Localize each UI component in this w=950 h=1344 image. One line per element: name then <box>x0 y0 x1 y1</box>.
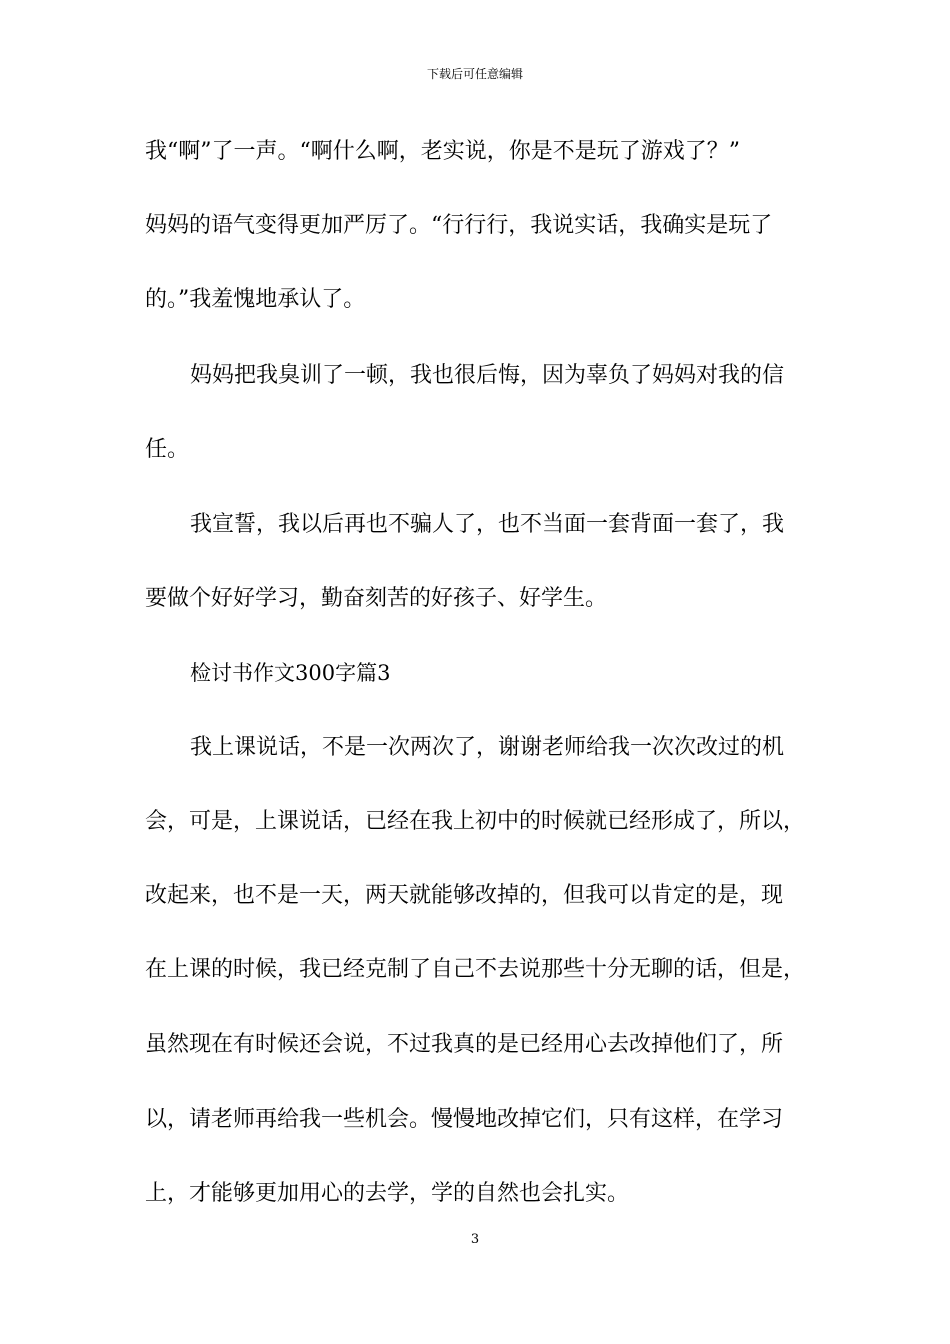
paragraph-4-line-4: 在上课的时候，我已经克制了自己不去说那些十分无聊的话，但是， <box>145 957 806 982</box>
page-header: 下载后可任意编辑 <box>426 67 523 81</box>
paragraph-3-line-1: 我宣誓，我以后再也不骗人了，也不当面一套背面一套了，我 <box>190 512 785 537</box>
paragraph-4-line-7: 上，才能够更加用心的去学，学的自然也会扎实。 <box>145 1181 630 1206</box>
paragraph-4-line-2: 会，可是，上课说话，已经在我上初中的时候就已经形成了，所以， <box>145 809 806 834</box>
page-number: 3 <box>470 1232 480 1247</box>
paragraph-2-line-1: 妈妈把我臭训了一顿，我也很后悔，因为辜负了妈妈对我的信 <box>190 363 785 388</box>
paragraph-4-line-1: 我上课说话，不是一次两次了，谢谢老师给我一次次改过的机 <box>190 735 785 760</box>
section-heading: 检讨书作文300字篇3 <box>190 661 391 685</box>
paragraph-4-line-3: 改起来，也不是一天，两天就能够改掉的，但我可以肯定的是，现 <box>145 883 784 908</box>
paragraph-1-line-1: 我“啊”了一声。“啊什么啊，老实说，你是不是玩了游戏了？” <box>145 139 740 164</box>
paragraph-2-line-2: 任。 <box>145 437 190 462</box>
paragraph-4-line-6: 以，请老师再给我一些机会。慢慢地改掉它们，只有这样，在学习 <box>145 1107 784 1132</box>
paragraph-1-line-2: 妈妈的语气变得更加严厉了。“行行行，我说实话，我确实是玩了 <box>145 213 773 238</box>
paragraph-3-line-2: 要做个好好学习，勤奋刻苦的好孩子、好学生。 <box>145 586 608 611</box>
paragraph-4-line-5: 虽然现在有时候还会说，不过我真的是已经用心去改掉他们了，所 <box>145 1032 784 1057</box>
paragraph-1-line-3: 的。”我羞愧地承认了。 <box>145 287 366 312</box>
